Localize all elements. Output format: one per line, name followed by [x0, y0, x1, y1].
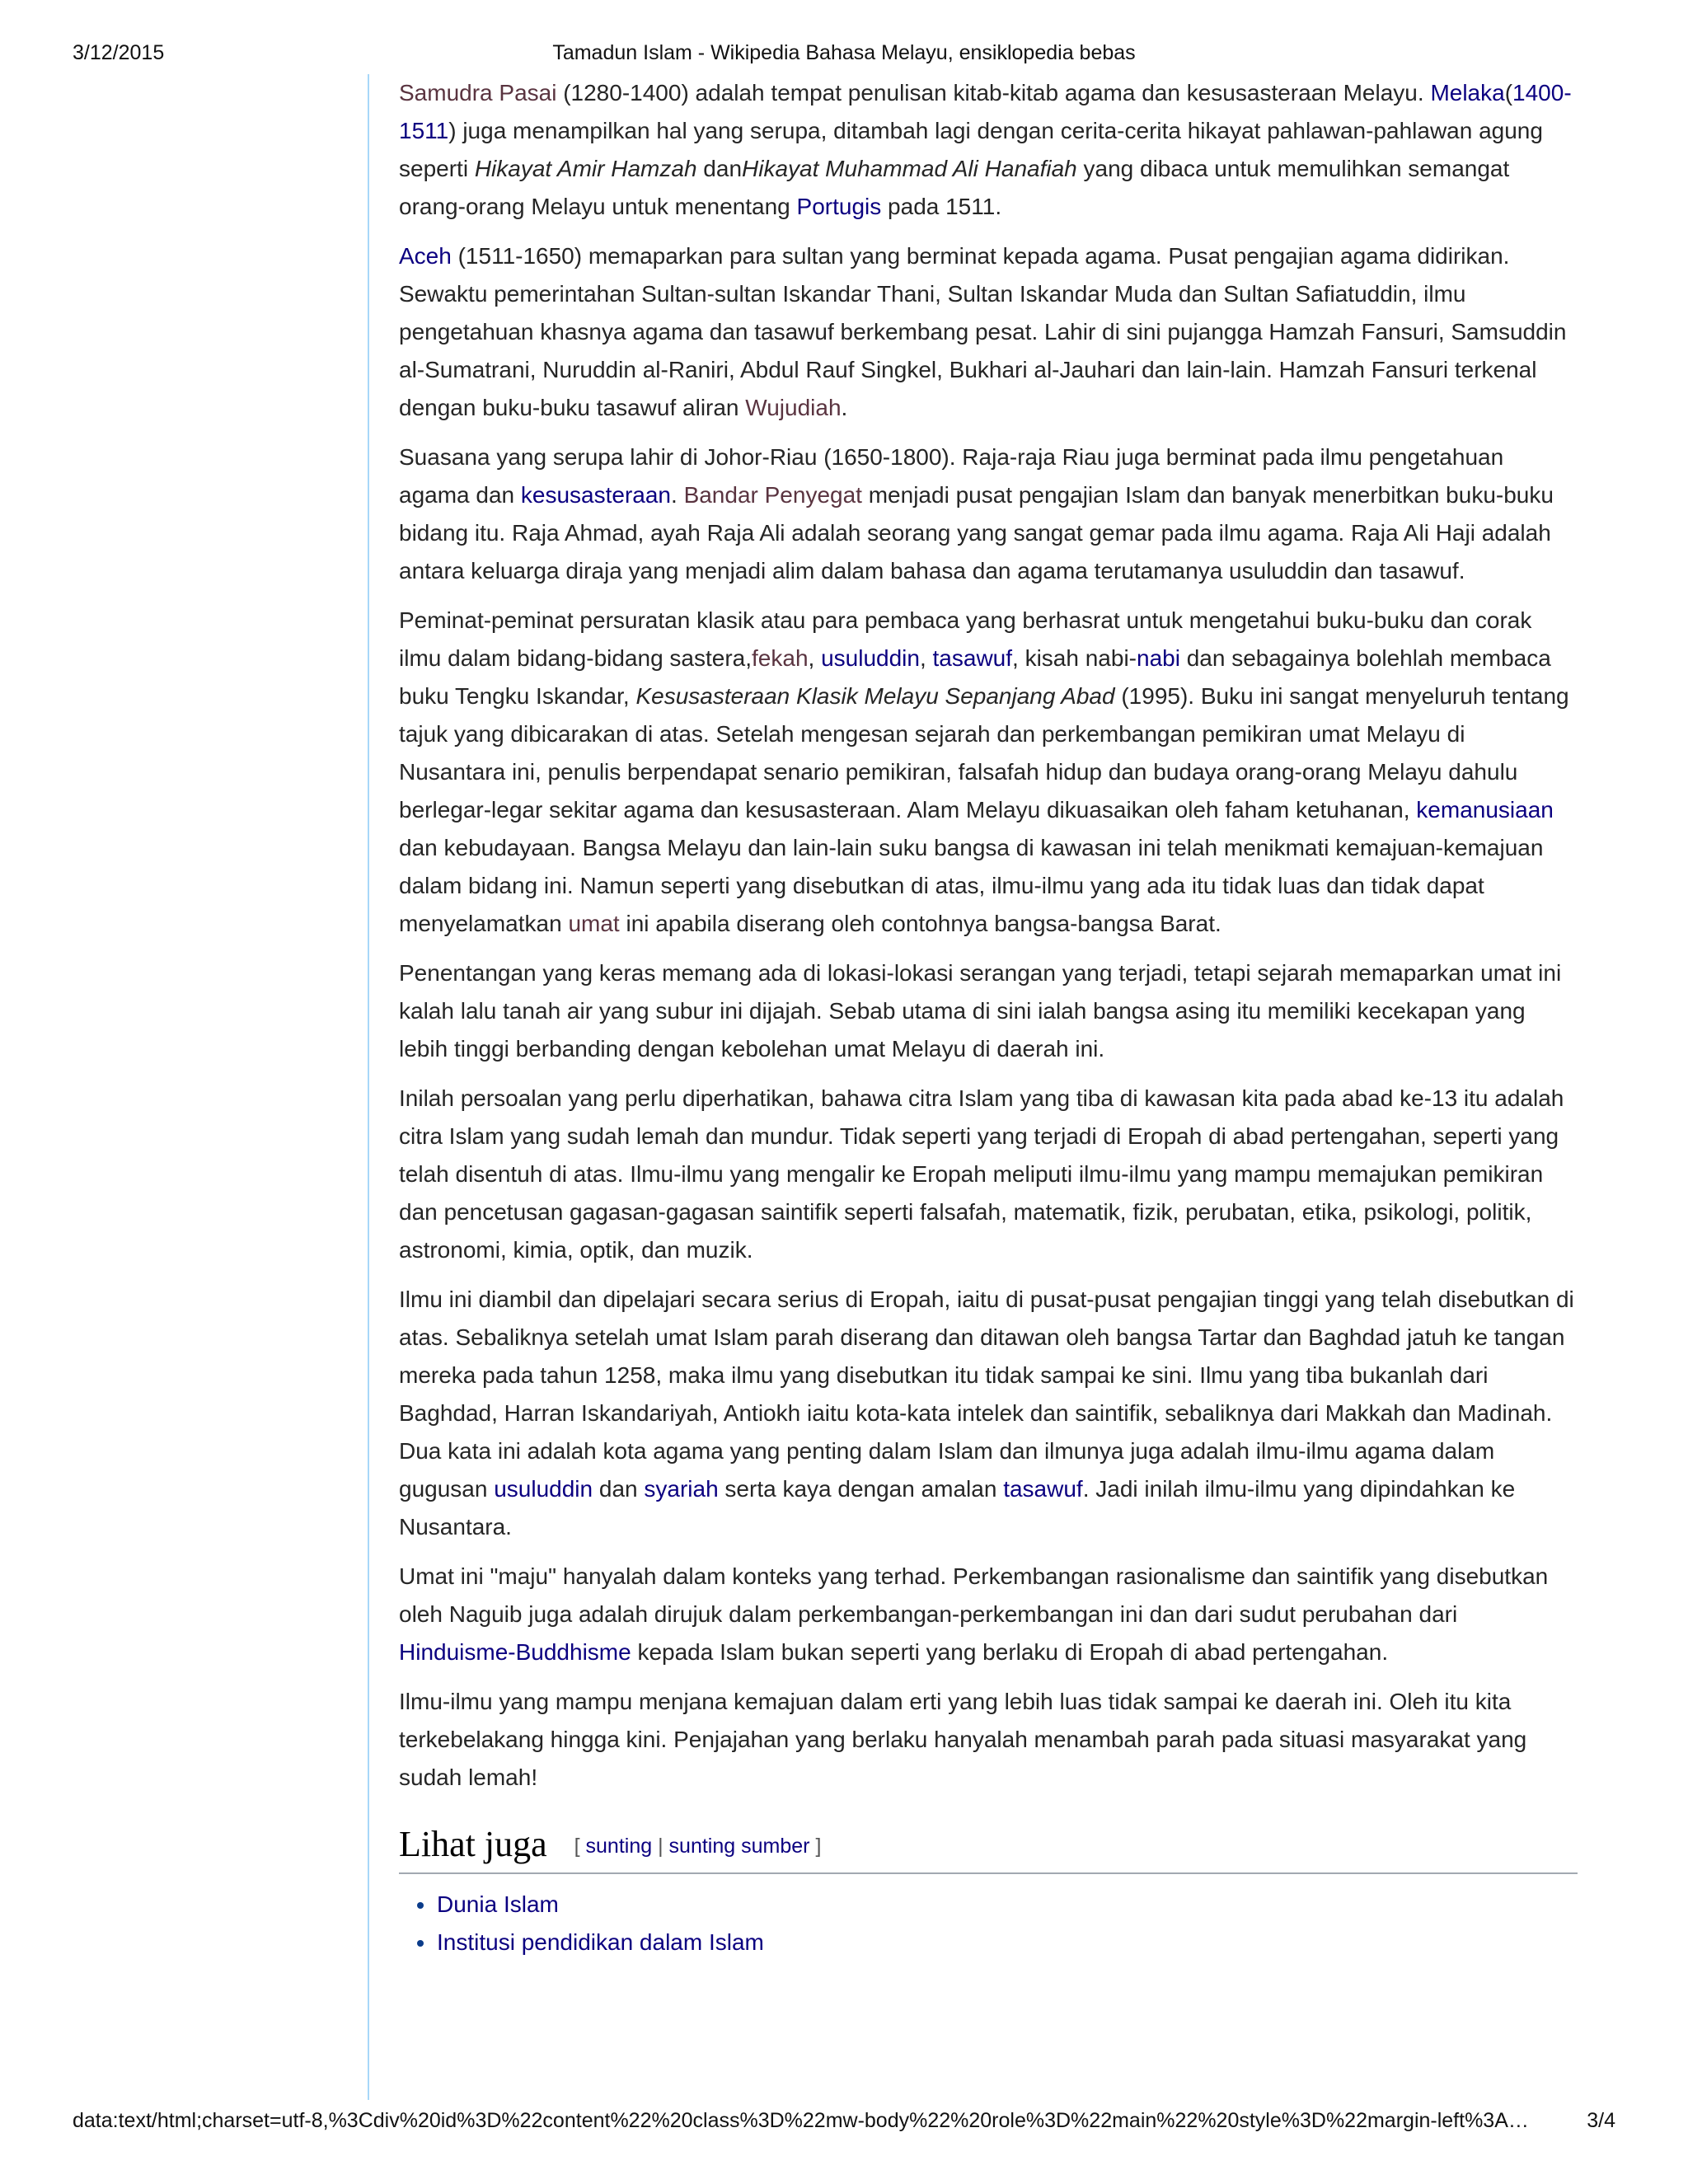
paragraph-text: Umat ini "maju" hanyalah dalam konteks yang terhad. Perkembangan rasionalisme dan saintifik yang disebutkan oleh Naguib juga adalah dirujuk dalam perkembangan-perkembangan ini dan dari sudut perubahan dari	[399, 1563, 1549, 1627]
edit-section-links	[574, 1835, 822, 1858]
paragraph-text: pada 1511.	[881, 194, 1002, 219]
edit-bracket-close: ]	[815, 1835, 822, 1858]
paragraph-text: menjadi pusat pengajian Islam dan banyak menerbitkan buku-buku bidang itu. Raja Ahmad, ayah Raja Ali adalah seorang yang sangat gemar pada ilmu agama. Raja Ali Haji adalah antara keluarga diraja yang menjadi alim dalam bahasa dan agama terutamanya usuluddin dan tasawuf.	[399, 482, 1554, 583]
paragraph-text: (	[1504, 80, 1513, 105]
paragraph-text: ) juga menampilkan hal yang serupa, ditambah lagi dengan cerita-cerita hikayat pahlawan-pahlawan agung seperti	[399, 118, 1543, 181]
print-footer	[73, 2109, 1615, 2139]
paragraph-text: dan kebudayaan. Bangsa Melayu dan lain-lain suku bangsa di kawasan ini telah menikmati kemajuan-kemajuan dalam bidang ini. Namun seperti yang disebutkan di atas, ilmu-ilmu yang ada itu tidak luas dan tidak dapat menyelamatkan	[399, 835, 1544, 936]
italic-title: Hikayat Muhammad Ali Hanafiah	[742, 156, 1077, 181]
article-paragraph	[399, 1683, 1576, 1797]
article-link[interactable]: Wujudiah	[745, 395, 842, 420]
article-content	[368, 74, 1576, 2100]
article-link[interactable]: Hinduisme-Buddhisme	[399, 1639, 631, 1665]
article-link[interactable]: syariah	[644, 1476, 719, 1502]
see-also-link-dunia-islam[interactable]: Dunia Islam	[437, 1891, 559, 1917]
article-link[interactable]: usuluddin	[494, 1476, 593, 1502]
paragraph-text: dan	[593, 1476, 645, 1502]
see-also-list	[399, 1886, 1576, 1961]
article-link[interactable]: fekah	[752, 645, 809, 671]
edit-separator: |	[658, 1835, 663, 1858]
article-paragraph	[399, 1558, 1576, 1671]
article-paragraph	[399, 954, 1576, 1068]
article-paragraph	[399, 74, 1576, 226]
article-link[interactable]: usuluddin	[821, 645, 920, 671]
article-link[interactable]: kemanusiaan	[1416, 797, 1554, 823]
article-link[interactable]: nabi	[1137, 645, 1180, 671]
paragraph-text: Peminat-peminat persuratan klasik atau para pembaca yang berhasrat untuk mengetahui buku-buku dan corak ilmu dalam bidang-bidang sastera,	[399, 607, 1532, 671]
section-heading-text: Lihat juga	[399, 1824, 547, 1864]
article-paragraph	[399, 602, 1576, 943]
paragraph-text: , kisah nabi-	[1012, 645, 1137, 671]
paragraph-text: (1280-1400) adalah tempat penulisan kitab-kitab agama dan kesusasteraan Melayu.	[556, 80, 1431, 105]
italic-title: Kesusasteraan Klasik Melayu Sepanjang Abad	[635, 683, 1115, 709]
paragraph-text: Ilmu-ilmu yang mampu menjana kemajuan dalam erti yang lebih luas tidak sampai ke daerah ini. Oleh itu kita terkebelakang hingga kini. Penjajahan yang berlaku hanyalah menambah parah pada situasi masyarakat yang sudah lemah!	[399, 1689, 1527, 1790]
article-link[interactable]: tasawuf	[932, 645, 1013, 671]
paragraph-text: . Jadi inilah ilmu-ilmu yang dipindahkan ke Nusantara.	[399, 1476, 1516, 1540]
paragraph-text: Suasana yang serupa lahir di Johor-Riau (1650-1800). Raja-raja Riau juga berminat pada ilmu pengetahuan agama dan	[399, 444, 1504, 508]
italic-title: Hikayat Amir Hamzah	[474, 156, 697, 181]
edit-source-link[interactable]: sunting sumber	[668, 1835, 810, 1858]
paragraph-text: Ilmu ini diambil dan dipelajari secara serius di Eropah, iaitu di pusat-pusat pengajian tinggi yang telah disebutkan di atas. Sebaliknya setelah umat Islam parah diserang dan ditawan oleh bangsa Tartar dan Baghdad jatuh ke tangan mereka pada tahun 1258, maka ilmu yang disebutkan itu tidak sampai ke sini. Ilmu yang tiba bukanlah dari Baghdad, Harran Iskandariyah, Antiokh iaitu kota-kata intelek dan saintifik, sebaliknya dari Makkah dan Madinah. Dua kata ini adalah kota agama yang penting dalam Islam dan ilmunya juga adalah ilmu-ilmu agama dalam gugusan	[399, 1286, 1574, 1502]
paragraph-text: kepada Islam bukan seperti yang berlaku di Eropah di abad pertengahan.	[631, 1639, 1389, 1665]
paragraph-text: (1995). Buku ini sangat menyeluruh tentang tajuk yang dibicarakan di atas. Setelah mengesan sejarah dan perkembangan pemikiran umat Melayu di Nusantara ini, penulis berpendapat senario pemikiran, falsafah hidup dan budaya orang-orang Melayu dahulu berlegar-legar sekitar agama dan kesusasteraan. Alam Melayu dikuasaikan oleh faham ketuhanan,	[399, 683, 1569, 823]
see-also-link-institusi-pendidikan[interactable]: Institusi pendidikan dalam Islam	[437, 1929, 764, 1955]
article-link[interactable]: Samudra Pasai	[399, 80, 557, 105]
paragraph-text: serta kaya dengan amalan	[718, 1476, 1004, 1502]
article-link[interactable]: kesusasteraan	[520, 482, 671, 508]
paragraph-text: .	[841, 395, 848, 420]
article-link[interactable]: Melaka	[1430, 80, 1505, 105]
article-paragraph	[399, 438, 1576, 590]
article-link[interactable]: 1400-1511	[399, 80, 1572, 143]
edit-section-link[interactable]: sunting	[585, 1835, 653, 1858]
see-also-item	[437, 1886, 1576, 1924]
paragraph-text: (1511-1650) memaparkan para sultan yang berminat kepada agama. Pusat pengajian agama didirikan. Sewaktu pemerintahan Sultan-sultan Iskandar Thani, Sultan Iskandar Muda dan Sultan Safiatuddin, ilmu pengetahuan khasnya agama dan tasawuf berkembang pesat. Lahir di sini pujangga Hamzah Fansuri, Samsuddin al-Sumatrani, Nuruddin al-Raniri, Abdul Rauf Singkel, Bukhari al-Jauhari dan lain-lain. Hamzah Fansuri terkenal dengan buku-buku tasawuf aliran	[399, 243, 1567, 420]
print-title: Tamadun Islam - Wikipedia Bahasa Melayu, ensiklopedia bebas	[552, 41, 1136, 64]
print-header	[73, 41, 1615, 71]
article-paragraph	[399, 1281, 1576, 1546]
article-link[interactable]: Bandar Penyegat	[683, 482, 862, 508]
print-url: data:text/html;charset=utf-8,%3Cdiv%20id%3D%22content%22%20class%3D%22mw-body%22%20role%3D%22main%22%20style%3D%22margin-left%3A…	[73, 2109, 1529, 2132]
paragraph-text: ,	[808, 645, 822, 671]
article-link[interactable]: umat	[568, 911, 620, 936]
paragraph-text: Penentangan yang keras memang ada di lokasi-lokasi serangan yang terjadi, tetapi sejarah memaparkan umat ini kalah lalu tanah air yang subur ini dijajah. Sebab utama di sini ialah bangsa asing itu memiliki kecekapan yang lebih tinggi berbanding dengan kebolehan umat Melayu di daerah ini.	[399, 960, 1562, 1062]
paragraph-text: dan sebagainya bolehlah membaca buku Tengku Iskandar,	[399, 645, 1551, 709]
article-link[interactable]: Portugis	[796, 194, 882, 219]
paragraph-text: ini apabila diserang oleh contohnya bangsa-bangsa Barat.	[619, 911, 1221, 936]
paragraph-text: ,	[919, 645, 933, 671]
article-link[interactable]: Aceh	[399, 243, 452, 269]
article-paragraph	[399, 237, 1576, 427]
print-date: 3/12/2015	[73, 41, 165, 64]
paragraph-text: Inilah persoalan yang perlu diperhatikan, bahawa citra Islam yang tiba di kawasan kita pada abad ke-13 itu adalah citra Islam yang sudah lemah dan mundur. Tidak seperti yang terjadi di Eropah di abad pertengahan, seperti yang telah disentuh di atas. Ilmu-ilmu yang mengalir ke Eropah meliputi ilmu-ilmu yang mampu memajukan pemikiran dan pencetusan gagasan-gagasan saintifik seperti falsafah, matematik, fizik, perubatan, etika, psikologi, politik, astronomi, kimia, optik, dan muzik.	[399, 1085, 1564, 1263]
article-body	[399, 74, 1576, 1797]
paragraph-text: dan	[696, 156, 743, 181]
article-paragraph	[399, 1080, 1576, 1269]
section-heading-see-also	[399, 1821, 1578, 1874]
article-link[interactable]: tasawuf	[1003, 1476, 1083, 1502]
page-number: 3/4	[1587, 2109, 1615, 2132]
paragraph-text: yang dibaca untuk memulihkan semangat orang-orang Melayu untuk menentang	[399, 156, 1510, 219]
edit-bracket-open: [	[574, 1835, 580, 1858]
see-also-item	[437, 1924, 1576, 1961]
paragraph-text: .	[671, 482, 684, 508]
